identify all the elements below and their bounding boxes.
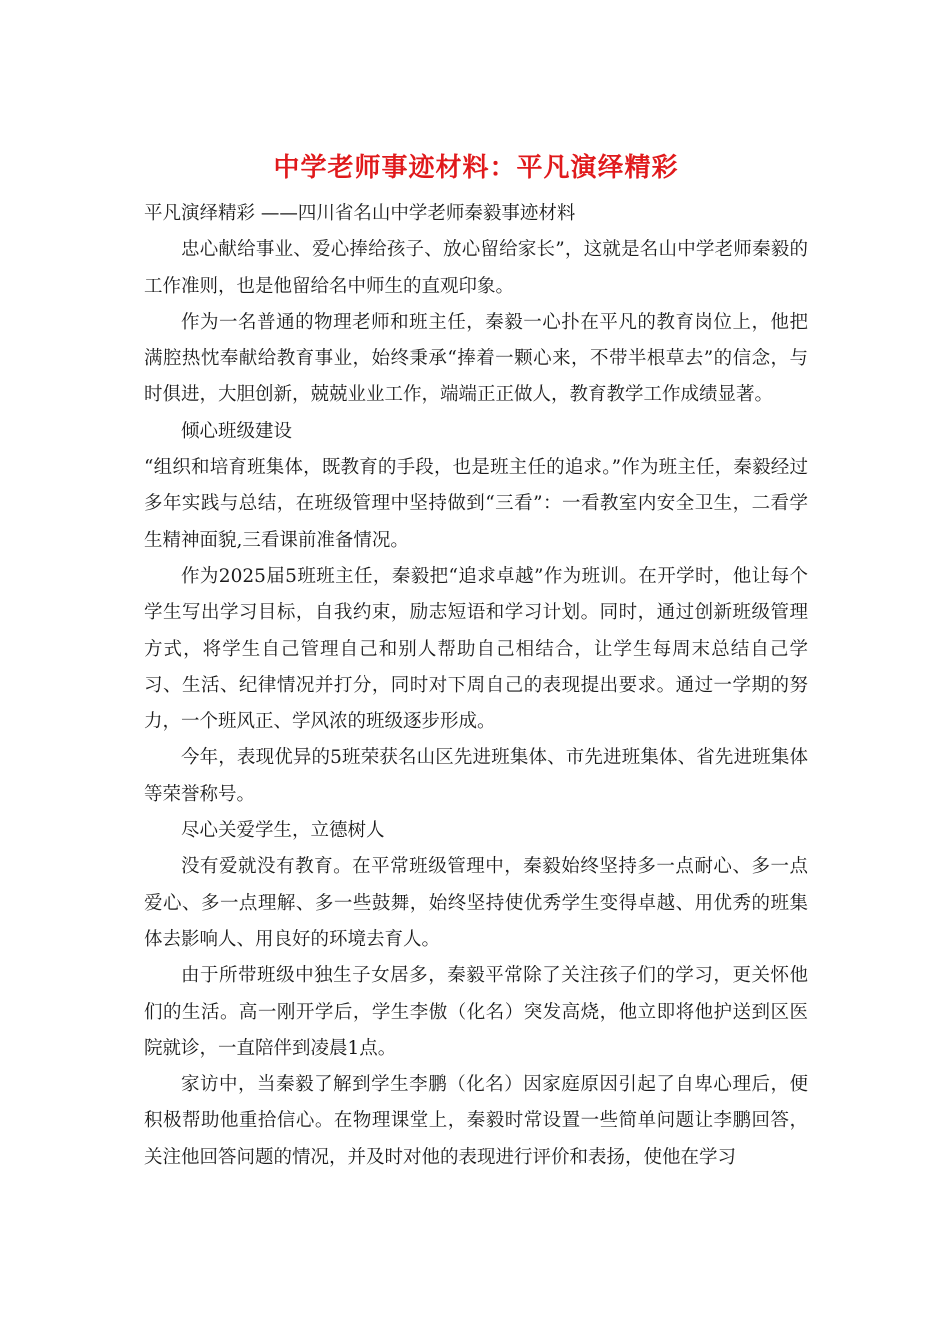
subtitle-paragraph: 平凡演绎精彩 ——四川省名山中学老师秦毅事迹材料 bbox=[144, 203, 576, 224]
body-paragraph: 没有爱就没有教育。在平常班级管理中，秦毅始终坚持多一点耐心、多一点爱心、多一点理解、多一些鼓舞，始终坚持使优秀学生变得卓越、用优秀的班集体去影响人、用良好的环境去育人。 bbox=[144, 856, 808, 950]
body-paragraph: “组织和培育班集体，既教育的手段，也是班主任的追求。”作为班主任，秦毅经过多年实践与总结，在班级管理中坚持做到“三看”：一看教室内安全卫生，二看学生精神面貌,三看课前准备情况。 bbox=[144, 457, 808, 551]
document-body bbox=[144, 196, 808, 1176]
body-paragraph: 作为一名普通的物理老师和班主任，秦毅一心扑在平凡的教育岗位上，他把满腔热忱奉献给教育事业，始终秉承“捧着一颗心来，不带半根草去”的信念，与时俱进，大胆创新，兢兢业业工作，端端正正做人，教育教学工作成绩显著。 bbox=[144, 311, 808, 406]
body-paragraph: 作为2025届5班班主任，秦毅把“追求卓越”作为班训。在开学时，他让每个学生写出学习目标，自我约束，励志短语和学习计划。同时，通过创新班级管理方式，将学生自己管理自己和别人帮助自己相结合，让学生每周末总结自己学习、生活、纪律情况并打分，同时对下周自己的表现提出要求。通过一学期的努力，一个班风正、学风浓的班级逐步形成。 bbox=[144, 565, 808, 733]
body-paragraph: 家访中，当秦毅了解到学生李鹏（化名）因家庭原因引起了自卑心理后，便积极帮助他重拾信心。在物理课堂上，秦毅时常设置一些简单问题让李鹏回答，关注他回答问题的情况，并及时对他的表现进行评价和表扬，使他在学习 bbox=[144, 1074, 808, 1168]
section-heading: 尽心关爱学生，立德树人 bbox=[181, 820, 385, 842]
body-paragraph: 忠心献给事业、爱心捧给孩子、放心留给家长”，这就是名山中学老师秦毅的工作准则，也是他留给名中师生的直观印象。 bbox=[144, 239, 808, 297]
body-paragraph: 今年，表现优异的5班荣获名山区先进班集体、市先进班集体、省先进班集体等荣誉称号。 bbox=[144, 747, 808, 805]
body-paragraph: 由于所带班级中独生子女居多，秦毅平常除了关注孩子们的学习，更关怀他们的生活。高一刚开学后，学生李傲（化名）突发高烧，他立即将他护送到区医院就诊，一直陪伴到凌晨1点。 bbox=[144, 965, 808, 1059]
document-title: 中学老师事迹材料：平凡演绎精彩 bbox=[273, 153, 679, 183]
section-heading: 倾心班级建设 bbox=[181, 420, 293, 442]
